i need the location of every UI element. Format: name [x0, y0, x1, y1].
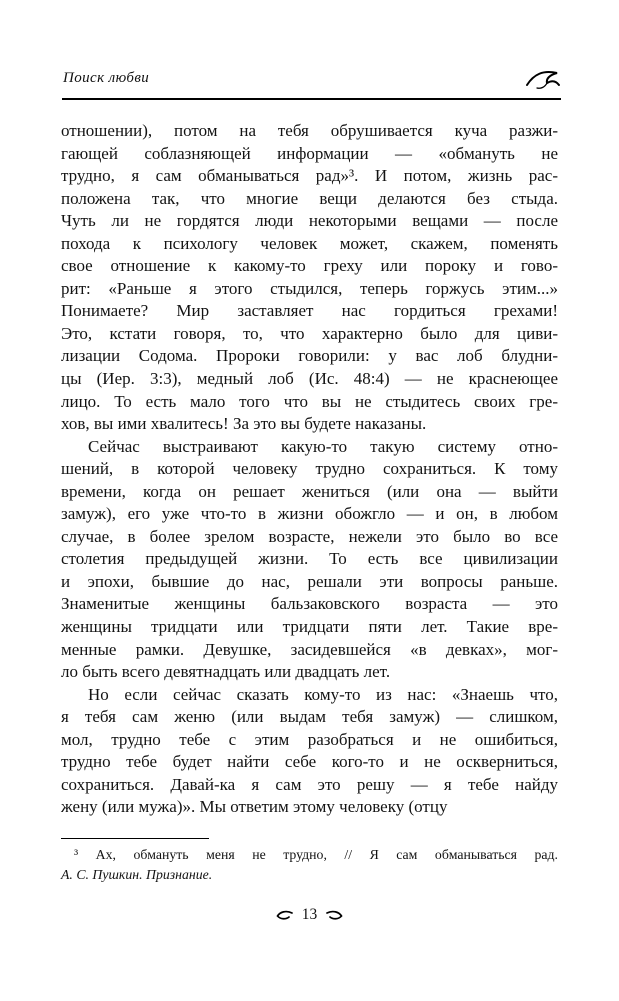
text-line: лизации Содома. Пророки говорили: у вас лоб блудни-	[61, 346, 558, 366]
text-line: лицо. То есть мало того что вы не стыдитесь своих гре-	[61, 391, 558, 411]
text-line: Понимаете? Мир заставляет нас гордиться грехами!	[61, 301, 558, 321]
text-line: похода к психологу человек может, скажем, поменять	[61, 233, 558, 253]
text-line: Это, кстати говоря, то, что характерно было для циви-	[61, 323, 558, 343]
text-line: столетия предыдущей жизни. То есть все цивилизации	[61, 549, 558, 569]
page-footer	[0, 906, 619, 924]
text-line: сохраниться. Давай-ка я сам это решу — я тебе найду	[61, 774, 558, 794]
text-line: рит: «Раньше я этого стыдился, теперь горжусь этим...»	[61, 278, 558, 298]
text-line: замуж), его уже что-то в жизни обожгло — и он, в любом	[61, 504, 558, 524]
text-line: времени, когда он решает жениться (или она — выйти	[61, 481, 558, 501]
text-line: женщины тридцати или тридцати пяти лет. Такие вре-	[61, 617, 558, 637]
text-line: жену (или мужа)». Мы ответим этому человеку (отцу	[61, 797, 448, 817]
footnote-separator	[61, 838, 209, 839]
text-line: я тебя сам женю (или выдам тебя замуж) — слишком,	[61, 707, 558, 727]
running-head-title: Поиск любви	[63, 70, 150, 86]
footer-ornament-left-icon	[276, 910, 293, 921]
footnote-line: ³ Ах, обмануть меня не трудно, // Я сам обманываться рад.	[74, 847, 558, 862]
text-line: гающей соблазняющей информации — «обмануть не	[61, 143, 558, 163]
text-line: положена так, что многие вещи делаются без стыда.	[61, 188, 558, 208]
text-line: трудно тебе будет найти себе кого-то и не оскверниться,	[61, 752, 558, 772]
text-line: Но если сейчас сказать кому-то из нас: «Знаешь что,	[88, 684, 558, 704]
text-line: Знаменитые женщины бальзаковского возраста — это	[61, 594, 558, 614]
text-line: цы (Иер. 3:3), медный лоб (Ис. 48:4) — не краснеющее	[61, 369, 558, 389]
text-line: хов, вы ими хвалитесь! За это вы будете наказаны.	[61, 414, 427, 434]
text-line: Чуть ли не гордятся люди некоторыми вещами — после	[61, 211, 558, 231]
paragraph	[61, 120, 558, 436]
paragraph	[61, 436, 558, 684]
header-flourish-icon	[525, 68, 561, 97]
text-line: ло быть всего девятнадцать или двадцать лет.	[61, 662, 391, 682]
text-line: шений, в которой человеку трудно сохраниться. К тому	[61, 459, 558, 479]
text-line: случае, в более зрелом возрасте, нежели это было во все	[61, 526, 558, 546]
footer-ornament-right-icon	[326, 910, 343, 921]
text-line: трудно, я сам обманываться рад»³. И потом, жизнь рас-	[61, 166, 558, 186]
text-line: отношении), потом на тебя обрушивается куча разжи-	[61, 121, 558, 140]
footnote-attribution: А. С. Пушкин. Признание.	[61, 866, 213, 882]
text-line: и эпохи, бывшие до нас, решали эти вопросы раньше.	[61, 571, 558, 591]
page-number: 13	[301, 906, 318, 923]
text-line: Сейчас выстраивают какую-то такую систему отно-	[88, 436, 558, 456]
text-line: свое отношение к какому-то греху или пороку и гово-	[61, 256, 558, 276]
text-line: менные рамки. Девушке, засидевшейся «в девках», мог-	[61, 639, 558, 659]
text-line: мол, трудно тебе с этим разобраться и не ошибиться,	[61, 729, 558, 749]
running-head	[62, 64, 561, 100]
paragraph	[61, 684, 558, 819]
footnote	[61, 838, 558, 884]
body-text	[61, 120, 558, 819]
